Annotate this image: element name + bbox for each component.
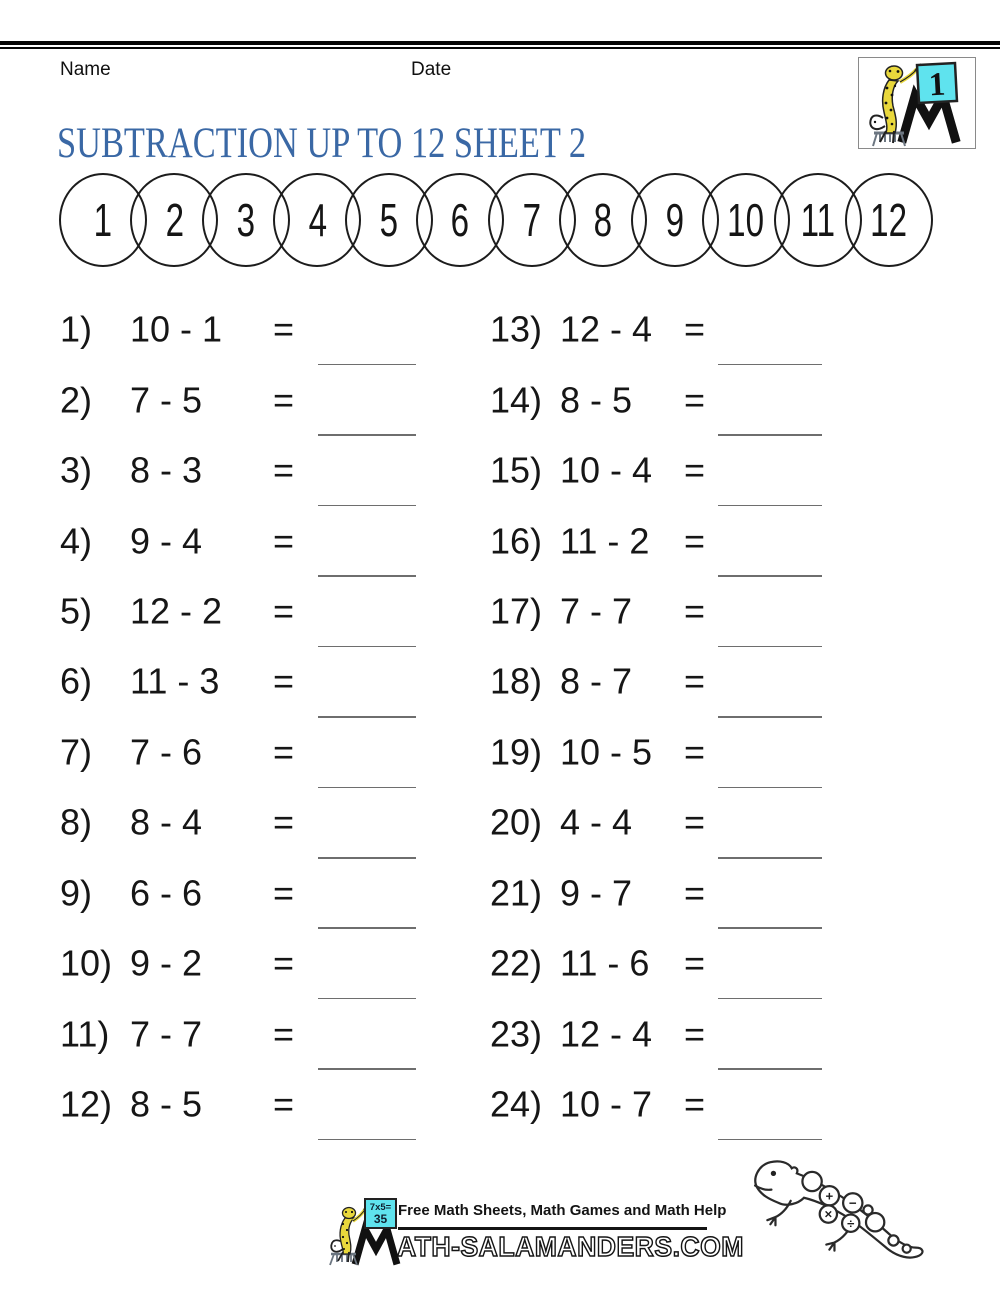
answer-line	[718, 364, 822, 366]
problem-number: 3)	[60, 449, 93, 491]
problem-row	[60, 1071, 420, 1141]
number-circle-value: 3	[236, 194, 256, 246]
body-circles	[802, 1172, 910, 1253]
problems-left-column	[60, 296, 420, 1141]
equals-sign: =	[273, 661, 295, 703]
number-circle-value: 10	[727, 194, 765, 246]
equals-sign: =	[684, 520, 706, 562]
problem-expression: 9 - 2	[130, 942, 203, 984]
m-logo-icon	[356, 1229, 396, 1261]
equals-sign: =	[273, 449, 295, 491]
number-circle-value: 12	[870, 194, 908, 246]
corner-logo	[858, 57, 976, 149]
board-line2: 35	[373, 1212, 388, 1226]
equals-sign: =	[273, 379, 295, 421]
problem-row	[490, 578, 868, 648]
number-circle-value: 9	[665, 194, 684, 246]
answer-line	[318, 364, 416, 366]
equals-sign: =	[684, 308, 706, 350]
problem-row	[490, 296, 868, 366]
problem-row	[60, 296, 420, 366]
problem-expression: 8 - 7	[560, 661, 633, 703]
answer-line	[318, 646, 416, 648]
number-circle-value: 5	[379, 194, 399, 246]
problem-expression: 7 - 5	[130, 379, 203, 421]
answer-line	[718, 505, 822, 507]
board-line1: 7x5=	[369, 1202, 392, 1213]
answer-line	[718, 857, 822, 859]
corner-logo-graphic	[859, 58, 974, 147]
minus-icon: −	[848, 1195, 857, 1211]
math-symbols-salamander-icon	[748, 1154, 926, 1268]
problem-number: 1)	[60, 308, 93, 350]
problem-expression: 10 - 1	[130, 308, 223, 350]
equals-sign: =	[684, 731, 706, 773]
problem-number: 15)	[490, 449, 543, 491]
footer-rule	[398, 1227, 707, 1230]
math-board	[365, 1199, 396, 1228]
problem-row	[60, 648, 420, 718]
problem-row	[490, 930, 868, 1000]
problem-row	[490, 507, 868, 577]
answer-line	[318, 1068, 416, 1070]
problem-expression: 4 - 4	[560, 802, 633, 844]
top-border-thin	[0, 47, 1000, 49]
name-label: Name	[60, 59, 111, 80]
divide-icon: ÷	[847, 1215, 855, 1231]
eye	[351, 1211, 353, 1213]
page-title: SUBTRACTION UP TO 12 SHEET 2	[57, 120, 587, 167]
equals-sign: =	[273, 942, 295, 984]
answer-line	[318, 998, 416, 1000]
problem-expression: 10 - 7	[560, 1083, 653, 1125]
problem-number: 21)	[490, 872, 543, 914]
answer-line	[718, 434, 822, 436]
answer-line	[318, 505, 416, 507]
problem-row	[60, 507, 420, 577]
problem-expression: 7 - 6	[130, 731, 203, 773]
problem-number: 20)	[490, 802, 543, 844]
problem-number: 5)	[60, 590, 93, 632]
equals-sign: =	[684, 1083, 706, 1125]
problem-number: 22)	[490, 942, 543, 984]
answer-line	[318, 434, 416, 436]
answer-line	[718, 927, 822, 929]
date-label: Date	[411, 59, 452, 80]
equals-sign: =	[273, 1013, 295, 1055]
equals-sign: =	[273, 308, 295, 350]
answer-line	[318, 716, 416, 718]
number-card	[917, 63, 957, 104]
problem-expression: 11 - 3	[130, 661, 220, 703]
problem-row	[60, 789, 420, 859]
problem-expression: 7 - 7	[560, 590, 633, 632]
top-border-thick	[0, 41, 1000, 45]
problem-row	[60, 719, 420, 789]
answer-line	[318, 927, 416, 929]
problem-number: 18)	[490, 661, 543, 703]
problem-number: 24)	[490, 1083, 543, 1125]
problem-expression: 8 - 4	[130, 802, 203, 844]
eye	[897, 70, 900, 73]
problem-number: 19)	[490, 731, 543, 773]
problem-number: 8)	[60, 802, 93, 844]
problem-row	[60, 578, 420, 648]
problem-expression: 8 - 3	[130, 449, 203, 491]
problem-row	[60, 437, 420, 507]
problem-row	[490, 719, 868, 789]
answer-line	[718, 998, 822, 1000]
problem-expression: 8 - 5	[130, 1083, 203, 1125]
problem-expression: 7 - 7	[130, 1013, 203, 1055]
problem-row	[60, 860, 420, 930]
problem-row	[490, 366, 868, 436]
problem-row	[490, 437, 868, 507]
problem-expression: 10 - 4	[560, 449, 653, 491]
problem-expression: 6 - 6	[130, 872, 203, 914]
equals-sign: =	[273, 802, 295, 844]
number-circle-value: 8	[593, 194, 613, 246]
answer-line	[318, 575, 416, 577]
equals-sign: =	[684, 1013, 706, 1055]
equals-sign: =	[684, 802, 706, 844]
problem-row	[60, 930, 420, 1000]
problem-row	[490, 1000, 868, 1070]
answer-line	[718, 1068, 822, 1070]
footer-wordmark: ATH-SALAMANDERS.COM	[397, 1231, 744, 1262]
problem-expression: 12 - 4	[560, 308, 653, 350]
problem-number: 23)	[490, 1013, 543, 1055]
eye	[771, 1171, 776, 1176]
problem-number: 2)	[60, 379, 93, 421]
equals-sign: =	[273, 872, 295, 914]
problem-expression: 9 - 4	[130, 520, 203, 562]
problem-number: 17)	[490, 590, 543, 632]
problem-expression: 10 - 5	[560, 731, 653, 773]
answer-line	[718, 1139, 822, 1141]
problems-right-column	[490, 296, 868, 1141]
number-circle-value: 7	[522, 194, 541, 246]
answer-line	[318, 857, 416, 859]
answer-line	[318, 1139, 416, 1141]
number-circle	[845, 173, 933, 267]
times-icon: ×	[824, 1206, 833, 1222]
problem-row	[490, 860, 868, 930]
problem-expression: 12 - 4	[560, 1013, 653, 1055]
problem-expression: 8 - 5	[560, 379, 633, 421]
problem-expression: 12 - 2	[130, 590, 223, 632]
equals-sign: =	[684, 590, 706, 632]
problem-number: 16)	[490, 520, 543, 562]
corner-logo-number: 1	[927, 66, 947, 104]
problem-row	[490, 789, 868, 859]
problem-row	[490, 648, 868, 718]
equals-sign: =	[684, 379, 706, 421]
number-circle-value: 4	[308, 194, 327, 246]
problem-number: 6)	[60, 661, 93, 703]
problem-expression: 11 - 2	[560, 520, 650, 562]
problem-number: 13)	[490, 308, 543, 350]
number-circle-value: 1	[93, 194, 113, 246]
answer-line	[718, 575, 822, 577]
equals-sign: =	[684, 449, 706, 491]
equals-sign: =	[684, 872, 706, 914]
equals-sign: =	[273, 520, 295, 562]
plus-icon: +	[825, 1188, 834, 1204]
problem-number: 14)	[490, 379, 543, 421]
equals-sign: =	[684, 661, 706, 703]
problem-number: 9)	[60, 872, 93, 914]
equals-sign: =	[273, 590, 295, 632]
equals-sign: =	[273, 731, 295, 773]
problem-number: 4)	[60, 520, 93, 562]
problem-number: 7)	[60, 731, 93, 773]
equals-sign: =	[273, 1083, 295, 1125]
problem-row	[60, 366, 420, 436]
problem-row	[60, 1000, 420, 1070]
answer-line	[718, 646, 822, 648]
problem-expression: 11 - 6	[560, 942, 650, 984]
problem-number: 11)	[60, 1013, 110, 1055]
number-circle-value: 2	[165, 194, 184, 246]
equals-sign: =	[684, 942, 706, 984]
answer-line	[718, 787, 822, 789]
problem-expression: 9 - 7	[560, 872, 633, 914]
number-circle-value: 11	[800, 194, 835, 246]
problem-number: 12)	[60, 1083, 113, 1125]
footer-tagline: Free Math Sheets, Math Games and Math Help	[398, 1202, 727, 1219]
answer-line	[718, 716, 822, 718]
problem-row	[490, 1071, 868, 1141]
footer-logo	[322, 1191, 407, 1266]
number-circle-value: 6	[451, 194, 470, 246]
problem-number: 10)	[60, 942, 113, 984]
answer-line	[318, 787, 416, 789]
